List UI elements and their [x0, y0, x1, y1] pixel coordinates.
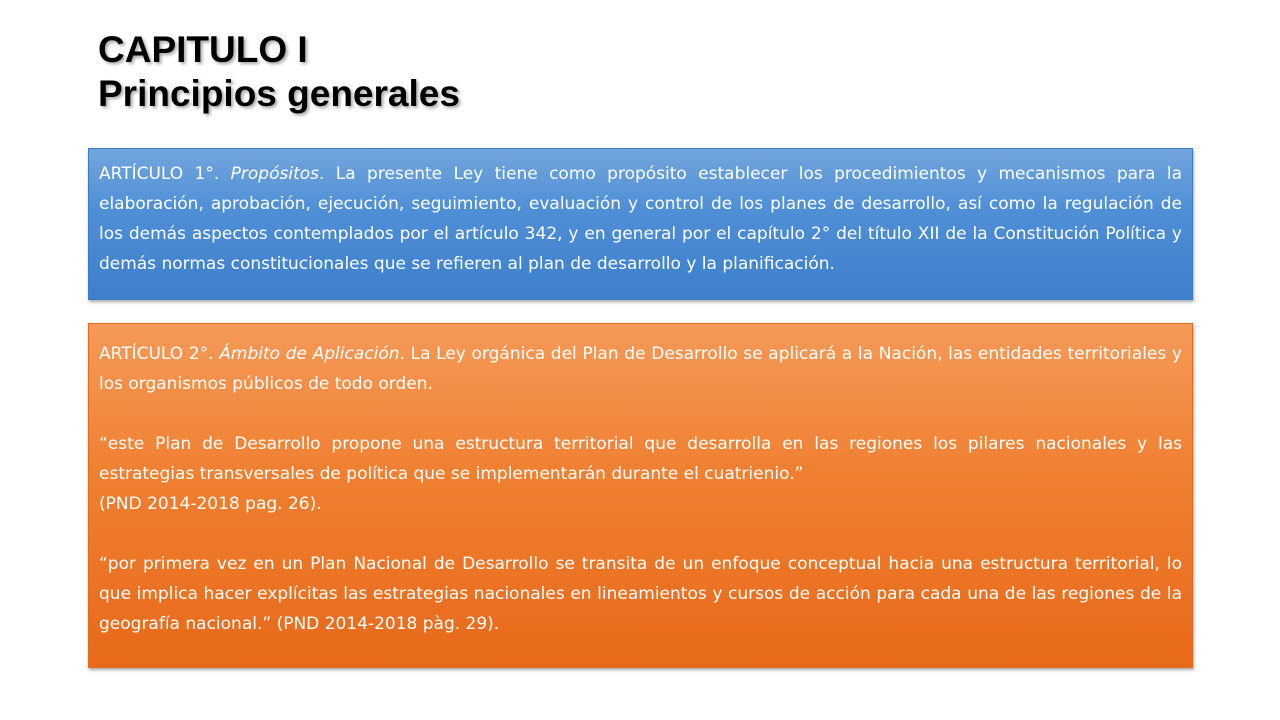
- paragraph-spacer: [99, 399, 1182, 429]
- article-1-heading: Propósitos: [230, 164, 319, 184]
- quote-1-source: (PND 2014-2018 pag. 26).: [99, 494, 322, 514]
- quote-1-text: “este Plan de Desarrollo propone una estructura territorial que desarrolla en las regiones los pilares nacionales y las estrategias transversales de política que se implementarán durante el cuatrienio.”: [99, 434, 1182, 484]
- article-2-heading: Ámbito de Aplicación: [219, 344, 400, 364]
- quote-2: “por primera vez en un Plan Nacional de Desarrollo se transita de un enfoque conceptual hacia una estructura territorial, lo que implica hacer explícitas las estrategias nacionales en lineamientos y cursos de acción para cada una de las regiones de la geografía nacional.” (PND 2014-2018 pàg. 29).: [99, 554, 1182, 634]
- paragraph-spacer: [99, 519, 1182, 549]
- article-2-box: [88, 323, 1193, 668]
- quote-1: [99, 429, 1182, 519]
- article-1-text: [99, 159, 1182, 279]
- article-2-text: [99, 339, 1182, 399]
- article-1-box: [88, 148, 1193, 300]
- article-2-prefix: ARTÍCULO 2°.: [99, 344, 220, 364]
- article-1-body: . La presente Ley tiene como propósito establecer los procedimientos y mecanismos para la elaboración, aprobación, ejecución, seguimiento, evaluación y control de los planes de desarrollo, así como la regulación de los demás aspectos contemplados por el artículo 342, y en general por el capítulo 2° del título XII de la Constitución Política y demás normas constitucionales que se refieren al plan de desarrollo y la planificación.: [99, 164, 1182, 274]
- article-1-prefix: ARTÍCULO 1°.: [99, 164, 231, 184]
- article-2-body: . La Ley orgánica del Plan de Desarrollo se aplicará a la Nación, las entidades territoriales y los organismos públicos de todo orden.: [99, 344, 1182, 394]
- chapter-subtitle: Principios generales: [98, 73, 460, 114]
- slide-title: [98, 28, 460, 116]
- chapter-title: CAPITULO I: [98, 29, 308, 70]
